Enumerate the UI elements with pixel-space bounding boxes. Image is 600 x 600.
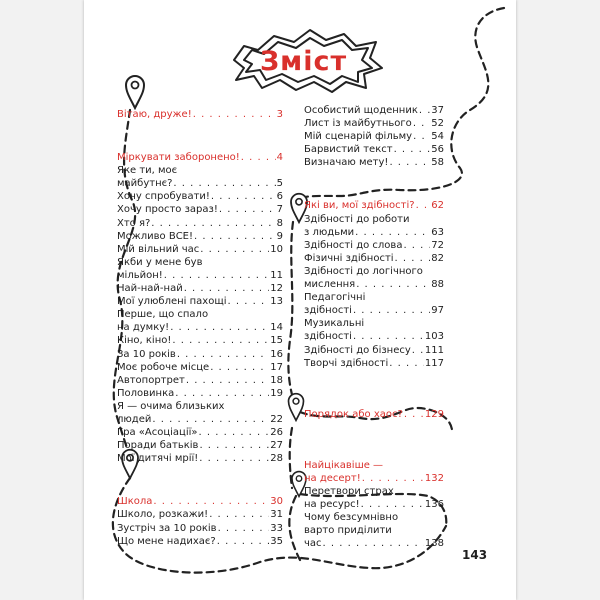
dot-leader: [173, 177, 275, 190]
toc-entry-page: 111: [424, 344, 444, 356]
dot-leader: [199, 426, 270, 439]
toc-entry-page: 17: [270, 361, 283, 373]
toc-entry-page: 35: [270, 535, 283, 547]
toc-entry-title: Особистий щоденник: [304, 105, 418, 116]
toc-entry-title: здібності: [304, 305, 352, 317]
toc-entry-title: на ресурс!: [304, 499, 360, 511]
toc-entry-title: Най-най-най: [117, 283, 183, 295]
toc-section-entry[interactable]: [304, 408, 444, 421]
toc-entry-title: Міркувати заборонено!: [117, 152, 240, 164]
dot-leader: [403, 239, 430, 252]
toc-entry-page: 10: [270, 243, 283, 255]
spacer: [304, 169, 444, 199]
toc-entry-page: 16: [270, 348, 283, 360]
spacer: [117, 121, 283, 151]
toc-entry-page: 5: [276, 178, 283, 190]
page-title: Зміст: [260, 46, 348, 77]
dot-leader: [228, 295, 270, 308]
dot-leader: [356, 278, 430, 291]
toc-entry-title: Здібності до бізнесу: [304, 344, 411, 356]
toc-line: Здібності до роботи: [304, 213, 410, 225]
dot-leader: [413, 117, 430, 130]
toc-entry-page: 52: [431, 118, 444, 130]
toc-line: Педагогічні: [304, 292, 366, 304]
toc-entry[interactable]: [117, 282, 283, 295]
toc-entry[interactable]: [117, 413, 283, 426]
toc-entry-page: 30: [270, 496, 283, 508]
dot-leader: [353, 330, 424, 343]
dot-leader: [211, 190, 276, 203]
toc-entry-page: 4: [276, 152, 283, 164]
toc-entry[interactable]: [117, 522, 283, 535]
toc-entry[interactable]: [117, 426, 283, 439]
toc-entry-title: Фізичні здібності: [304, 252, 394, 264]
toc-entry-title: на думку!: [117, 322, 170, 334]
dot-leader: [194, 230, 276, 243]
toc-entry[interactable]: [117, 190, 283, 203]
page-number: 143: [462, 548, 488, 562]
toc-entry-title: Школо, розкажи!: [117, 509, 209, 521]
toc-entry[interactable]: [304, 104, 444, 117]
dot-leader: [323, 537, 424, 550]
toc-entry-page: 26: [270, 427, 283, 439]
toc-entry[interactable]: [304, 357, 444, 370]
toc-entry-page: 97: [431, 305, 444, 317]
toc-entry-page: 7: [276, 204, 283, 216]
dot-leader: [355, 226, 430, 239]
toc-entry-title: Які ви, мої здібності?: [304, 200, 415, 212]
toc-entry-title: Гра «Асоціації»: [117, 427, 198, 439]
dot-leader: [389, 156, 430, 169]
dot-leader: [419, 104, 430, 117]
toc-entry[interactable]: [117, 230, 283, 243]
toc-entry-page: 14: [270, 322, 283, 334]
toc-entry[interactable]: [117, 535, 283, 548]
spacer: [304, 370, 444, 408]
dot-leader: [199, 439, 269, 452]
toc-entry-title: Зустріч за 10 років: [117, 522, 217, 534]
dot-leader: [186, 374, 269, 387]
toc-entry[interactable]: [117, 334, 283, 347]
toc-entry-title: Визначаю мету!: [304, 157, 389, 169]
toc-entry[interactable]: [304, 143, 444, 156]
toc-entry-page: 138: [424, 538, 444, 550]
toc-entry[interactable]: [304, 117, 444, 130]
toc-entry-title: Школа: [117, 496, 153, 508]
toc-entry-page: 18: [270, 374, 283, 386]
toc-entry[interactable]: [117, 374, 283, 387]
toc-line: Чому безсумнівно: [304, 512, 399, 524]
dot-leader: [416, 199, 431, 212]
toc-entry-page: 56: [431, 144, 444, 156]
toc-left-column: [117, 108, 283, 548]
dot-leader: [394, 143, 431, 156]
toc-entry-page: 13: [270, 296, 283, 308]
spacer: [117, 465, 283, 495]
toc-entry-page: 37: [431, 105, 444, 116]
toc-entry-title: на десерт!: [304, 472, 361, 484]
toc-entry-page: 15: [270, 335, 283, 347]
toc-entry[interactable]: [304, 304, 444, 317]
toc-line: Перетвори страх: [304, 485, 394, 497]
dot-leader: [177, 348, 269, 361]
toc-entry-title: час: [304, 538, 322, 550]
toc-entry-page: 103: [424, 331, 444, 343]
toc-section-entry[interactable]: [304, 472, 444, 485]
dot-leader: [209, 508, 269, 521]
toc-entry-page: 58: [431, 157, 444, 169]
dot-leader: [218, 522, 270, 535]
dot-leader: [175, 387, 269, 400]
toc-entry-page: 3: [276, 109, 283, 120]
dot-leader: [219, 203, 276, 216]
toc-entry-title: Хто я?: [117, 217, 151, 229]
toc-entry[interactable]: [117, 439, 283, 452]
toc-entry[interactable]: [117, 452, 283, 465]
toc-entry-title: Вітаю, друже!: [117, 109, 192, 120]
toc-entry-page: 11: [270, 269, 283, 281]
toc-entry-page: 132: [424, 472, 444, 484]
toc-entry[interactable]: [117, 508, 283, 521]
toc-entry-title: Творчі здібності: [304, 357, 389, 369]
dot-leader: [413, 130, 430, 143]
dot-leader: [389, 357, 424, 370]
toc-entry-title: Порядок або хаос?: [304, 408, 403, 420]
toc-entry-title: майбутнє?: [117, 178, 173, 190]
toc-entry[interactable]: [304, 130, 444, 143]
toc-entry-page: 19: [270, 387, 283, 399]
dot-leader: [200, 243, 269, 256]
dot-leader: [193, 108, 276, 121]
toc-entry-page: 22: [270, 413, 283, 425]
toc-entry-title: Моє робоче місце: [117, 361, 210, 373]
toc-right-column: [304, 104, 444, 550]
toc-line: Найцікавіше —: [304, 459, 384, 471]
toc-entry-title: з людьми: [304, 226, 355, 238]
toc-entry[interactable]: [117, 387, 283, 400]
toc-entry[interactable]: [117, 177, 283, 190]
toc-entry-title: Що мене надихає?: [117, 535, 216, 547]
toc-entry-title: Можливо ВСЕ!: [117, 230, 194, 242]
toc-section-entry[interactable]: [304, 199, 444, 212]
toc-entry-title: Мій вільний час: [117, 243, 200, 255]
toc-entry-title: Барвистий текст: [304, 144, 393, 156]
toc-entry[interactable]: [304, 278, 444, 291]
toc-entry-page: 82: [431, 252, 444, 264]
dot-leader: [184, 282, 270, 295]
dot-leader: [361, 498, 424, 511]
toc-entry-title: людей: [117, 413, 152, 425]
toc-entry-title: Поради батьків: [117, 440, 199, 452]
spacer: [304, 421, 444, 459]
toc-entry[interactable]: [304, 344, 444, 357]
dot-leader: [362, 472, 424, 485]
toc-entry[interactable]: [117, 203, 283, 216]
dot-leader: [404, 408, 424, 421]
toc-line: варто приділити: [304, 525, 392, 537]
toc-entry-title: Мої дитячі мрії!: [117, 453, 199, 465]
toc-line: Перше, що спало: [117, 309, 209, 321]
toc-entry-title: За 10 років: [117, 348, 176, 360]
toc-entry-title: Хочу спробувати!: [117, 191, 210, 203]
dot-leader: [199, 452, 269, 465]
toc-entry[interactable]: [117, 361, 283, 374]
toc-entry-page: 88: [431, 279, 444, 291]
dot-leader: [217, 535, 270, 548]
dot-leader: [152, 413, 269, 426]
toc-entry[interactable]: [117, 269, 283, 282]
toc-line: Я — очима близьких: [117, 400, 225, 412]
toc-entry-title: Лист із майбутнього: [304, 118, 412, 130]
toc-entry-page: 54: [431, 131, 444, 143]
toc-line: Музикальні: [304, 318, 365, 330]
toc-entry-page: 27: [270, 440, 283, 452]
toc-entry-page: 9: [276, 230, 283, 242]
dot-leader: [412, 344, 424, 357]
toc-entry-page: 12: [270, 283, 283, 295]
toc-entry[interactable]: [304, 330, 444, 343]
dot-leader: [353, 304, 430, 317]
toc-entry-page: 63: [431, 226, 444, 238]
toc-line: Яке ти, моє: [117, 165, 178, 177]
toc-entry-page: 117: [424, 357, 444, 369]
dot-leader: [172, 334, 269, 347]
toc-section-entry[interactable]: [117, 151, 283, 164]
toc-entry-title: Мої улюблені пахощі: [117, 296, 227, 308]
toc-entry-page: 31: [270, 509, 283, 521]
toc-entry-title: Кіно, кіно!: [117, 335, 172, 347]
toc-entry-page: 72: [431, 239, 444, 251]
toc-entry[interactable]: [304, 498, 444, 511]
map-pin-icon: [286, 392, 306, 422]
toc-entry-title: Мій сценарій фільму: [304, 131, 413, 143]
toc-entry-page: 8: [276, 217, 283, 229]
toc-entry-title: здібності: [304, 331, 352, 343]
toc-entry[interactable]: [304, 537, 444, 550]
toc-entry-title: Здібності до слова: [304, 239, 403, 251]
toc-entry-page: 33: [270, 522, 283, 534]
toc-entry-title: Половинка: [117, 387, 175, 399]
toc-entry-title: мільйон!: [117, 269, 163, 281]
dot-leader: [210, 361, 269, 374]
toc-entry-page: 6: [276, 191, 283, 203]
toc-section-entry[interactable]: [117, 495, 283, 508]
toc-entry-page: 62: [431, 200, 444, 212]
toc-section-entry[interactable]: [117, 108, 283, 121]
dot-leader: [170, 321, 269, 334]
toc-entry[interactable]: [304, 252, 444, 265]
toc-line: Здібності до логічного: [304, 265, 423, 277]
toc-entry[interactable]: [304, 226, 444, 239]
toc-entry[interactable]: [117, 243, 283, 256]
toc-line: Якби у мене був: [117, 256, 203, 268]
dot-leader: [395, 252, 431, 265]
dot-leader: [151, 217, 275, 230]
toc-entry[interactable]: [117, 321, 283, 334]
toc-entry-title: мислення: [304, 279, 356, 291]
toc-entry-page: 28: [270, 453, 283, 465]
toc-entry[interactable]: [117, 295, 283, 308]
toc-entry-title: Хочу просто зараз!: [117, 204, 218, 216]
toc-entry-title: Автопортрет: [117, 374, 185, 386]
toc-entry[interactable]: [304, 156, 444, 169]
toc-entry[interactable]: [304, 239, 444, 252]
map-pin-icon: [124, 74, 146, 110]
dot-leader: [164, 269, 269, 282]
toc-entry[interactable]: [117, 348, 283, 361]
dot-leader: [241, 151, 276, 164]
toc-entry[interactable]: [117, 217, 283, 230]
toc-entry-page: 129: [424, 408, 444, 420]
dot-leader: [153, 495, 269, 508]
toc-entry-page: 136: [424, 499, 444, 511]
